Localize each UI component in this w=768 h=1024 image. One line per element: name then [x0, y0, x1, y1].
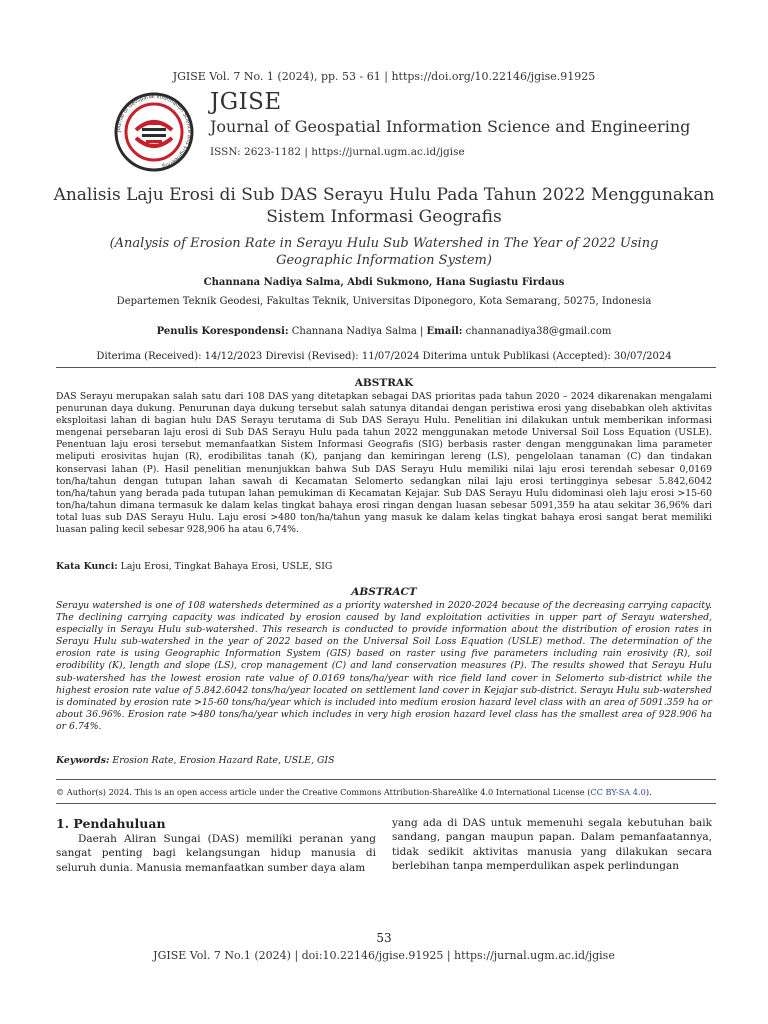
journal-name: Journal of Geospatial Information Science and Engineering — [210, 117, 691, 136]
page-number: 53 — [376, 931, 392, 945]
license-text: © Author(s) 2024. This is an open access article under the Creative Commons Attribution-ShareAlike 4.0 International License ( — [56, 787, 591, 797]
keywords-label: Keywords: — [56, 755, 110, 766]
section-heading: 1. Pendahuluan — [56, 816, 166, 831]
divider — [56, 803, 716, 804]
body-column-right: yang ada di DAS untuk memenuhi segala kebutuhan baik sandang, pangan maupun papan. Dalam pemanfaatannya, tidak sedikit aktivitas manusia yang dilakukan secara berlebihan tanpa memperdulikan aspek perlindungan — [392, 817, 712, 873]
kata-kunci-values: Laju Erosi, Tingkat Bahaya Erosi, USLE, SIG — [117, 561, 333, 572]
corresp-name: Channana Nadiya Salma | — [288, 326, 427, 337]
keywords-values: Erosion Rate, Erosion Hazard Rate, USLE, GIS — [109, 755, 335, 766]
affiliation: Departemen Teknik Geodesi, Fakultas Teknik, Universitas Diponegoro, Kota Semarang, 50275, Indonesia — [116, 296, 652, 307]
abstract-text: Serayu watershed is one of 108 watersheds determined as a priority watershed in 2020-2024 because of the decreasing carrying capacity. The declining carrying capacity was indicated by erosion caused by land exploitation activities in upper part of Serayu watershed, especially in Serayu Hulu sub-watershed. This research is conducted to provide information about the distribution of erosion rates in Serayu Hulu sub-watershed in the year of 2022 based on the Universal Soil Loss Equation (USLE) method. The determination of the erosion rate is using Geographic Information System (GIS) based on raster using five parameters including rain erosivity (R), soil erodibility (K), length and slope (LS), crop management (C) and land conservation measures (P). The results showed that Serayu Hulu sub-watershed has the lowest erosion rate value of 0.0169 tons/ha/year with rice field land cover in Selomerto sub-district while the highest erosion rate value of 5.842.6042 tons/ha/year located on settlement land cover in Kejajar sub-district. Serayu Hulu sub-watershed is dominated by erosion rate >15-60 tons/ha/year which is included into medium erosion hazard level class with an area of 5091.359 ha or about 36.96%. Erosion rate >480 tons/ha/year which includes in very high erosion hazard level class has the smallest area of 928.906 ha or 6.74%. — [56, 600, 712, 732]
keywords — [56, 755, 334, 766]
journal-logo — [106, 92, 202, 172]
corresponding-author — [0, 326, 768, 337]
license-end: ). — [645, 787, 652, 797]
journal-brand — [210, 88, 690, 158]
divider — [56, 779, 716, 780]
logo-ring-text: Journal of Geospatial Information Science and Engineering — [115, 93, 193, 169]
license-line — [56, 787, 652, 797]
kata-kunci — [56, 561, 332, 572]
divider — [56, 367, 716, 368]
footer-line: JGISE Vol. 7 No.1 (2024) | doi:10.22146/jgise.91925 | https://jurnal.ugm.ac.id/jgise — [153, 949, 615, 962]
authors: Channana Nadiya Salma, Abdi Sukmono, Hana Sugiastu Firdaus — [203, 277, 565, 288]
article-dates: Diterima (Received): 14/12/2023 Direvisi (Revised): 11/07/2024 Diterima untuk Publikasi (Accepted): 30/07/2024 — [96, 351, 672, 362]
abstrak-heading: ABSTRAK — [354, 377, 414, 389]
license-link[interactable]: CC BY-SA 4.0 — [590, 787, 646, 797]
email-label: Email: — [426, 326, 463, 337]
abstrak-text: DAS Serayu merupakan salah satu dari 108 DAS yang ditetapkan sebagai DAS prioritas pada tahun 2020 – 2024 dikarenakan mengalami penurunan daya dukung. Penurunan daya dukung tersebut salah satunya ditandai dengan peristiwa erosi yang disebabkan oleh aktivitas eksploitasi lahan di bagian hulu DAS Serayu terutama di Sub DAS Serayu Hulu. Penelitian ini dilakukan untuk memberikan informasi mengenai persebaran laju erosi di Sub DAS Serayu Hulu pada tahun 2022 menggunakan metode Universal Soil Loss Equation (USLE). Penentuan laju erosi tersebut memanfaatkan Sistem Informasi Geografis (SIG) berbasis raster dengan menggunakan lima parameter meliputi erosivitas hujan (R), erodibilitas tanah (K), panjang dan kemiringan lereng (LS), pengelolaan tanaman (C) dan tindakan konservasi lahan (P). Hasil penelitian menunjukkan bahwa Sub DAS Serayu Hulu memiliki nilai laju erosi terendah sebesar 0,0169 ton/ha/tahun dengan tutupan lahan sawah di Kecamatan Selomerto sedangkan nilai laju erosi tertingginya sebesar 5.842,6042 ton/ha/tahun yang berada pada tutupan lahan pemukiman di Kecamatan Kejajar. Sub DAS Serayu Hulu didominasi oleh laju erosi >15-60 ton/ha/tahun dimana termasuk ke dalam kelas tingkat bahaya erosi ringan dengan luasan sebesar 5091,359 ha atau sekitar 36,96% dari total luas sub DAS Serayu Hulu. Laju erosi >480 ton/ha/tahun yang masuk ke dalam kelas tingkat bahaya erosi sangat berat memiliki luasan paling kecil sebesar 928,906 ha atau 6,74%. — [56, 391, 712, 536]
journal-meta-line: JGISE Vol. 7 No. 1 (2024), pp. 53 - 61 | https://doi.org/10.22146/jgise.91925 — [172, 70, 596, 83]
kata-kunci-label: Kata Kunci: — [56, 561, 118, 572]
article-title: Analisis Laju Erosi di Sub DAS Serayu Hulu Pada Tahun 2022 Menggunakan Sistem Informasi Geografis — [53, 185, 715, 227]
journal-abbr: JGISE — [210, 89, 282, 115]
body-column-left: Daerah Aliran Sungai (DAS) memiliki peranan yang sangat penting bagi kelangsungan hidup manusia di seluruh dunia. Manusia memanfaatkan sumber daya alam — [56, 833, 376, 874]
article-subtitle: (Analysis of Erosion Rate in Serayu Hulu Sub Watershed in The Year of 2022 Using Geographic Information System) — [109, 236, 659, 268]
issn-line: ISSN: 2623-1182 | https://jurnal.ugm.ac.id/jgise — [210, 146, 465, 158]
email-link[interactable]: channanadiya38@gmail.com — [462, 326, 612, 337]
corresp-label: Penulis Korespondensi: — [156, 326, 289, 337]
abstract-heading: ABSTRACT — [351, 586, 417, 598]
